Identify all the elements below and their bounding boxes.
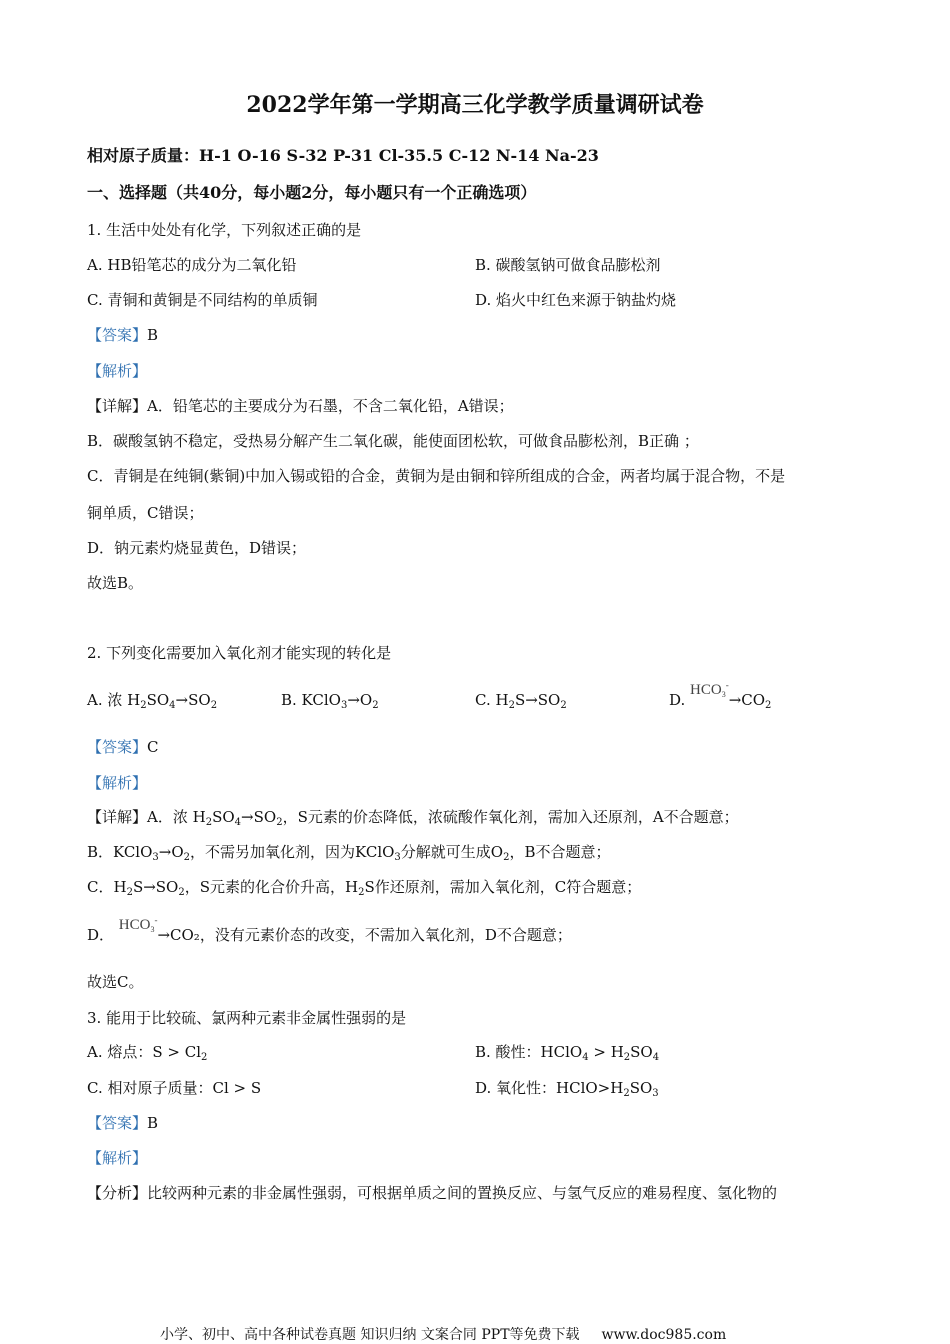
footer-text: 小学、初中、高中各种试卷真题 知识归纳 文案合同 PPT等免费下载 — [160, 1327, 580, 1343]
q3-option-b: B. 酸性：HClO$_4$ > $H_2SO_4$ — [475, 1043, 660, 1063]
q1-option-b: B. 碳酸氢钠可做食品膨松剂 — [475, 256, 661, 274]
q3-fenxi — [87, 1183, 777, 1203]
q1-detail-c2: 铜单质，C错误； — [87, 504, 204, 522]
q1-detail-c1: C．青铜是在纯铜(紫铜)中加入锡或铅的合金，黄铜为是由铜和锌所组成的合金，两者均属于混合物，不是 — [87, 467, 786, 485]
q1-answer — [87, 325, 158, 345]
q1-detail-d: D．钠元素灼烧显黄色，D错误； — [87, 539, 307, 557]
page-title: 2022学年第一学期高三化学教学质量调研试卷 — [246, 92, 704, 118]
q2-answer — [87, 737, 159, 757]
answer-value: B — [147, 1114, 159, 1132]
q3-option-c: C. 相对原子质量：Cl > S — [87, 1079, 262, 1097]
q1-conclusion: 故选B。 — [87, 574, 144, 592]
bicarbonate-formula: $HCO_3^-$ — [118, 915, 158, 934]
q3-answer — [87, 1113, 158, 1133]
detail-tag: 【详解】 — [87, 808, 148, 826]
q1-option-c: C. 青铜和黄铜是不同结构的单质铜 — [87, 291, 318, 309]
q3-analysis-tag: 【解析】 — [87, 1149, 148, 1167]
q3-option-a: A. 熔点：$S > Cl_2$ — [87, 1043, 208, 1063]
answer-tag: 【答案】 — [87, 1114, 148, 1132]
footer-url[interactable]: www.doc985.com — [601, 1327, 727, 1343]
page-footer — [160, 1324, 726, 1344]
detail-text: →CO₂，没有元素价态的改变，不需加入氧化剂，D不合题意； — [157, 926, 572, 944]
q2-analysis-tag: 【解析】 — [87, 774, 148, 792]
q1-detail-a — [87, 396, 514, 416]
question-2-stem: 2. 下列变化需要加入氧化剂才能实现的转化是 — [87, 644, 392, 662]
q2-option-b: B. $KClO_3\to O_2$ — [281, 691, 379, 711]
q2-detail-a: 【详解】A．浓 $H_2SO_4\to SO_2$，S元素的价态降低，浓硫酸作氧化剂，需加入还原剂，A不合题意； — [87, 808, 739, 828]
answer-value: B — [147, 326, 159, 344]
q1-option-d: D. 焰火中红色来源于钠盐灼烧 — [475, 291, 677, 309]
q2-conclusion: 故选C。 — [87, 973, 144, 991]
question-3-stem: 3. 能用于比较硫、氯两种元素非金属性强弱的是 — [87, 1009, 407, 1027]
detail-text: A．铅笔芯的主要成分为石墨，不含二氧化铅，A错误； — [147, 397, 514, 415]
question-1-stem: 1. 生活中处处有化学，下列叙述正确的是 — [87, 221, 362, 239]
q2-detail-b: B．$KClO_3\to O_2$，不需另加氧化剂，因为KClO$_3$分解就可生成$O_2$，B不合题意； — [87, 843, 611, 863]
fenxi-text: 比较两种元素的非金属性强弱，可根据单质之间的置换反应、与氢气反应的难易程度、氢化物的 — [147, 1184, 778, 1202]
bicarbonate-formula: $HCO_3^-$ — [690, 680, 729, 699]
fenxi-tag: 【分析】 — [87, 1184, 148, 1202]
q2-option-d: D. $HCO_3^-\to CO_2$ — [669, 680, 772, 711]
q2-detail-c: C．$H_2S\to SO_2$，S元素的化合价升高，$H_2S$作还原剂，需加入氧化剂，C符合题意； — [87, 878, 642, 898]
answer-tag: 【答案】 — [87, 326, 148, 344]
q2-detail-d: D． $HCO_3^-\to CO_2$，没有元素价态的改变，不需加入氧化剂，D不合题意； — [87, 915, 572, 944]
q1-analysis-tag: 【解析】 — [87, 362, 148, 380]
answer-value: C — [147, 738, 159, 756]
q2-option-a: A. 浓 $H_2SO_4\to SO_2$ — [87, 691, 218, 711]
q3-option-d: D. 氧化性：$HClO>H_2SO_3$ — [475, 1079, 659, 1099]
detail-tag: 【详解】 — [87, 397, 148, 415]
q1-detail-b: B．碳酸氢钠不稳定，受热易分解产生二氧化碳，能使面团松软，可做食品膨松剂，B正确 ； — [87, 432, 699, 450]
section-heading: 一、选择题（共40分，每小题2分，每小题只有一个正确选项） — [87, 183, 537, 202]
answer-tag: 【答案】 — [87, 738, 148, 756]
atomic-mass-line: 相对原子质量：H-1 O-16 S-32 P-31 Cl-35.5 C-12 N-14 Na-23 — [87, 146, 599, 165]
q2-option-c: C. $H_2S\to SO_2$ — [475, 691, 567, 711]
q1-option-a: A. HB铅笔芯的成分为二氧化铅 — [87, 256, 297, 274]
